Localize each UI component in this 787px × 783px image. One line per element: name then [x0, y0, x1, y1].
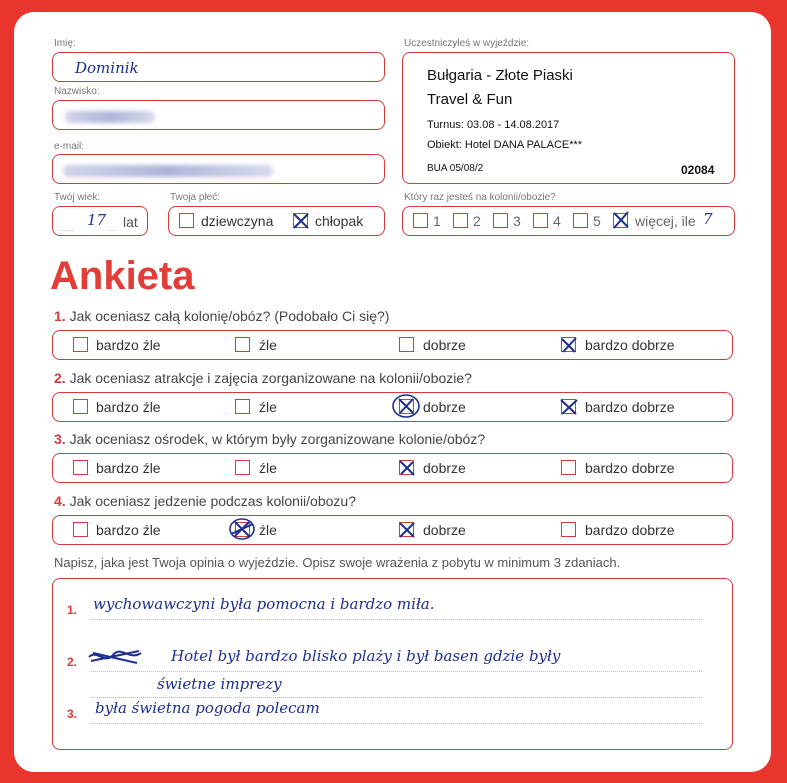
gender-option-boy: chłopak	[315, 213, 364, 229]
opinion-line-2: Hotel był bardzo blisko plaży i był basen gdzie były	[171, 647, 561, 665]
q1-option-bardzo-zle: bardzo źle	[96, 337, 161, 353]
times-option-1: 1	[433, 213, 441, 229]
q4-option-zle: źle	[259, 522, 277, 538]
age-unit: lat	[123, 214, 138, 230]
age-dots-right: ....	[107, 223, 118, 233]
name-value: Dominik	[75, 59, 139, 77]
trip-subtitle: Travel & Fun	[427, 91, 513, 108]
writing-line	[91, 619, 702, 620]
q3-option-dobrze: dobrze	[423, 460, 466, 476]
opinion-line-1-num: 1.	[67, 603, 78, 617]
question-4: 4. Jak oceniasz jedzenie podczas kolonii/obozu?	[54, 493, 356, 509]
question-3-answers	[52, 453, 733, 483]
gender-label: Twoja płeć:	[170, 192, 221, 203]
age-field[interactable]	[52, 206, 148, 236]
email-redacted	[63, 165, 273, 177]
email-field[interactable]	[52, 154, 385, 184]
q4-option-bardzo-dobrze: bardzo dobrze	[585, 522, 675, 538]
q2-checkbox-bardzo-zle[interactable]	[73, 399, 88, 414]
cross-mark-icon	[291, 211, 311, 231]
opinion-box[interactable]	[52, 578, 733, 750]
cross-mark-icon	[397, 458, 417, 478]
question-1: 1. Jak oceniasz całą kolonię/obóz? (Podobało Ci się?)	[54, 308, 390, 324]
q3-option-zle: źle	[259, 460, 277, 476]
writing-line	[91, 697, 702, 698]
q2-option-bardzo-zle: bardzo źle	[96, 399, 161, 415]
times-option-2: 2	[473, 213, 481, 229]
times-option-3: 3	[513, 213, 521, 229]
times-checkbox-4[interactable]	[533, 213, 548, 228]
q4-checkbox-bardzo-dobrze[interactable]	[561, 522, 576, 537]
times-option-5: 5	[593, 213, 601, 229]
q4-checkbox-bardzo-zle[interactable]	[73, 522, 88, 537]
cross-mark-icon	[559, 397, 579, 417]
cross-mark-icon	[611, 210, 631, 230]
surname-label: Nazwisko:	[54, 86, 100, 97]
trip-code: BUA 05/08/2	[427, 163, 484, 174]
q3-checkbox-bardzo-dobrze[interactable]	[561, 460, 576, 475]
question-4-answers	[52, 515, 733, 545]
trip-title: Bułgaria - Złote Piaski	[427, 67, 573, 84]
age-value: 17	[87, 211, 107, 229]
opinion-line-1: wychowawczyni była pomocna i bardzo miła.	[93, 595, 435, 613]
times-field	[402, 206, 735, 236]
trip-number: 02084	[681, 163, 715, 177]
question-1-answers	[52, 330, 733, 360]
q4-option-bardzo-zle: bardzo źle	[96, 522, 161, 538]
opinion-line-2-num: 2.	[67, 655, 78, 669]
age-dots-left: ......	[59, 223, 75, 233]
question-2-answers	[52, 392, 733, 422]
q1-checkbox-zle[interactable]	[235, 337, 250, 352]
q2-option-zle: źle	[259, 399, 277, 415]
q2-option-dobrze: dobrze	[423, 399, 466, 415]
email-label: e-mail:	[54, 141, 85, 152]
age-label: Twój wiek:	[54, 192, 101, 203]
cross-mark-icon	[559, 335, 579, 355]
circled-cross-icon	[391, 393, 421, 419]
q1-checkbox-bardzo-zle[interactable]	[73, 337, 88, 352]
times-checkbox-5[interactable]	[573, 213, 588, 228]
cross-mark-icon	[397, 520, 417, 540]
opinion-prompt: Napisz, jaka jest Twoja opinia o wyjeździe. Opisz swoje wrażenia z pobytu w minimum 3 zdaniach.	[54, 555, 621, 570]
opinion-line-3: była świetna pogoda polecam	[95, 699, 320, 717]
times-more-value: 7	[703, 210, 713, 228]
q1-option-bardzo-dobrze: bardzo dobrze	[585, 337, 675, 353]
surname-redacted	[65, 111, 155, 123]
survey-sheet	[14, 12, 771, 772]
times-checkbox-2[interactable]	[453, 213, 468, 228]
q1-option-zle: źle	[259, 337, 277, 353]
surname-field[interactable]	[52, 100, 385, 130]
writing-line	[91, 723, 702, 724]
times-checkbox-1[interactable]	[413, 213, 428, 228]
q2-option-bardzo-dobrze: bardzo dobrze	[585, 399, 675, 415]
survey-title: Ankieta	[50, 254, 195, 298]
q4-option-dobrze: dobrze	[423, 522, 466, 538]
q3-option-bardzo-dobrze: bardzo dobrze	[585, 460, 675, 476]
opinion-line-3-num: 3.	[67, 707, 78, 721]
q1-option-dobrze: dobrze	[423, 337, 466, 353]
name-label: Imię:	[54, 38, 76, 49]
q2-checkbox-zle[interactable]	[235, 399, 250, 414]
trip-label: Uczestniczyłeś w wyjeździe:	[404, 38, 530, 49]
writing-line	[91, 671, 702, 672]
crossed-out-mark-icon	[227, 516, 257, 542]
times-option-4: 4	[553, 213, 561, 229]
trip-turnus: Turnus: 03.08 - 14.08.2017	[427, 119, 560, 131]
times-more-label: więcej, ile	[635, 213, 696, 229]
q3-checkbox-zle[interactable]	[235, 460, 250, 475]
scribble-icon	[87, 645, 143, 669]
trip-box	[402, 52, 735, 184]
q3-option-bardzo-zle: bardzo źle	[96, 460, 161, 476]
times-checkbox-3[interactable]	[493, 213, 508, 228]
gender-checkbox-girl[interactable]	[179, 213, 194, 228]
trip-obiekt: Obiekt: Hotel DANA PALACE***	[427, 139, 583, 151]
question-3: 3. Jak oceniasz ośrodek, w którym były zorganizowane kolonie/obóz?	[54, 431, 486, 447]
gender-field	[168, 206, 385, 236]
q3-checkbox-bardzo-zle[interactable]	[73, 460, 88, 475]
question-2: 2. Jak oceniasz atrakcje i zajęcia zorganizowane na kolonii/obozie?	[54, 370, 472, 386]
gender-option-girl: dziewczyna	[201, 213, 274, 229]
times-label: Który raz jesteś na kolonii/obozie?	[404, 192, 556, 203]
name-field[interactable]	[52, 52, 385, 82]
opinion-line-2b: świetne imprezy	[157, 675, 282, 693]
q1-checkbox-dobrze[interactable]	[399, 337, 414, 352]
